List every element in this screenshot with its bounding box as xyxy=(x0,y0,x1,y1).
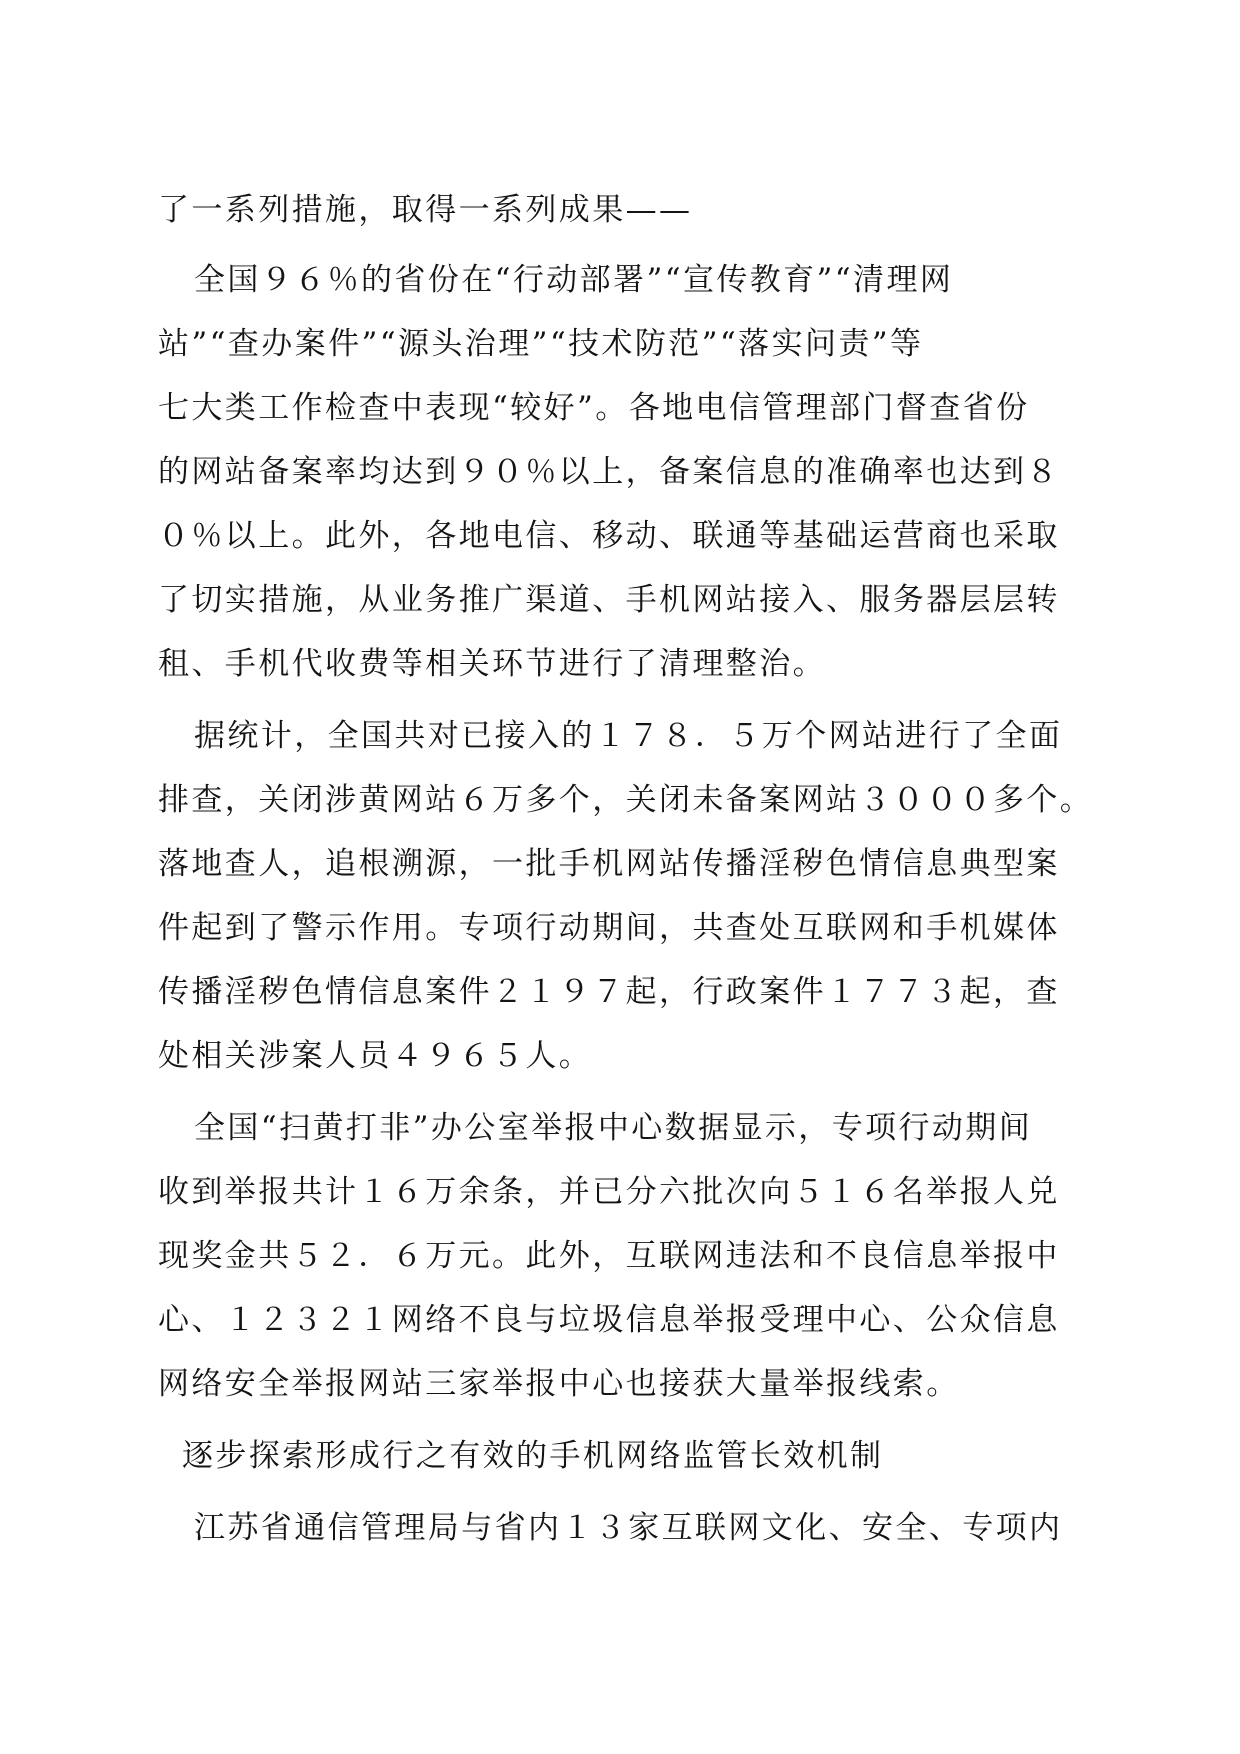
paragraph-3-line-3: 现奖金共５２．６万元。此外，互联网违法和不良信息举报中 xyxy=(158,1238,1060,1274)
paragraph-1-line-2: 站”“查办案件”“源头治理”“技术防范”“落实问责”等 xyxy=(158,326,924,362)
paragraph-4-line-1: 江苏省通信管理局与省内１３家互联网文化、安全、专项内 xyxy=(194,1510,1063,1546)
section-heading: 逐步探索形成行之有效的手机网络监管长效机制 xyxy=(182,1438,884,1474)
paragraph-2-line-3: 落地查人，追根溯源，一批手机网站传播淫秽色情信息典型案 xyxy=(158,846,1060,882)
paragraph-1-line-1: 全国９６％的省份在“行动部署”“宣传教育”“清理网 xyxy=(194,262,954,298)
paragraph-1-line-6: 了切实措施，从业务推广渠道、手机网站接入、服务器层层转 xyxy=(158,582,1060,618)
paragraph-1-line-4: 的网站备案率均达到９０％以上，备案信息的准确率也达到８ xyxy=(158,454,1060,490)
paragraph-3-line-4: 心、１２３２１网络不良与垃圾信息举报受理中心、公众信息 xyxy=(158,1302,1060,1338)
paragraph-2-line-6: 处相关涉案人员４９６５人。 xyxy=(158,1038,593,1074)
paragraph-2-line-1: 据统计，全国共对已接入的１７８．５万个网站进行了全面 xyxy=(194,718,1063,754)
paragraph-1-line-5: ０％以上。此外，各地电信、移动、联通等基础运营商也采取 xyxy=(158,518,1060,554)
paragraph-2-line-4: 件起到了警示作用。专项行动期间，共查处互联网和手机媒体 xyxy=(158,910,1060,946)
text-line-1: 了一系列措施，取得一系列成果—— xyxy=(158,192,693,228)
paragraph-3-line-5: 网络安全举报网站三家举报中心也接获大量举报线索。 xyxy=(158,1366,960,1402)
paragraph-1-line-3: 七大类工作检查中表现“较好”。各地电信管理部门督查省份 xyxy=(158,390,1030,426)
paragraph-3-line-1: 全国“扫黄打非”办公室举报中心数据显示，专项行动期间 xyxy=(194,1110,1033,1146)
paragraph-1-line-7: 租、手机代收费等相关环节进行了清理整治。 xyxy=(158,646,826,682)
paragraph-3-line-2: 收到举报共计１６万余条，并已分六批次向５１６名举报人兑 xyxy=(158,1174,1060,1210)
paragraph-2-line-5: 传播淫秽色情信息案件２１９７起，行政案件１７７３起，查 xyxy=(158,974,1060,1010)
paragraph-2-line-2: 排查，关闭涉黄网站６万多个，关闭未备案网站３０００多个。 xyxy=(158,782,1094,818)
